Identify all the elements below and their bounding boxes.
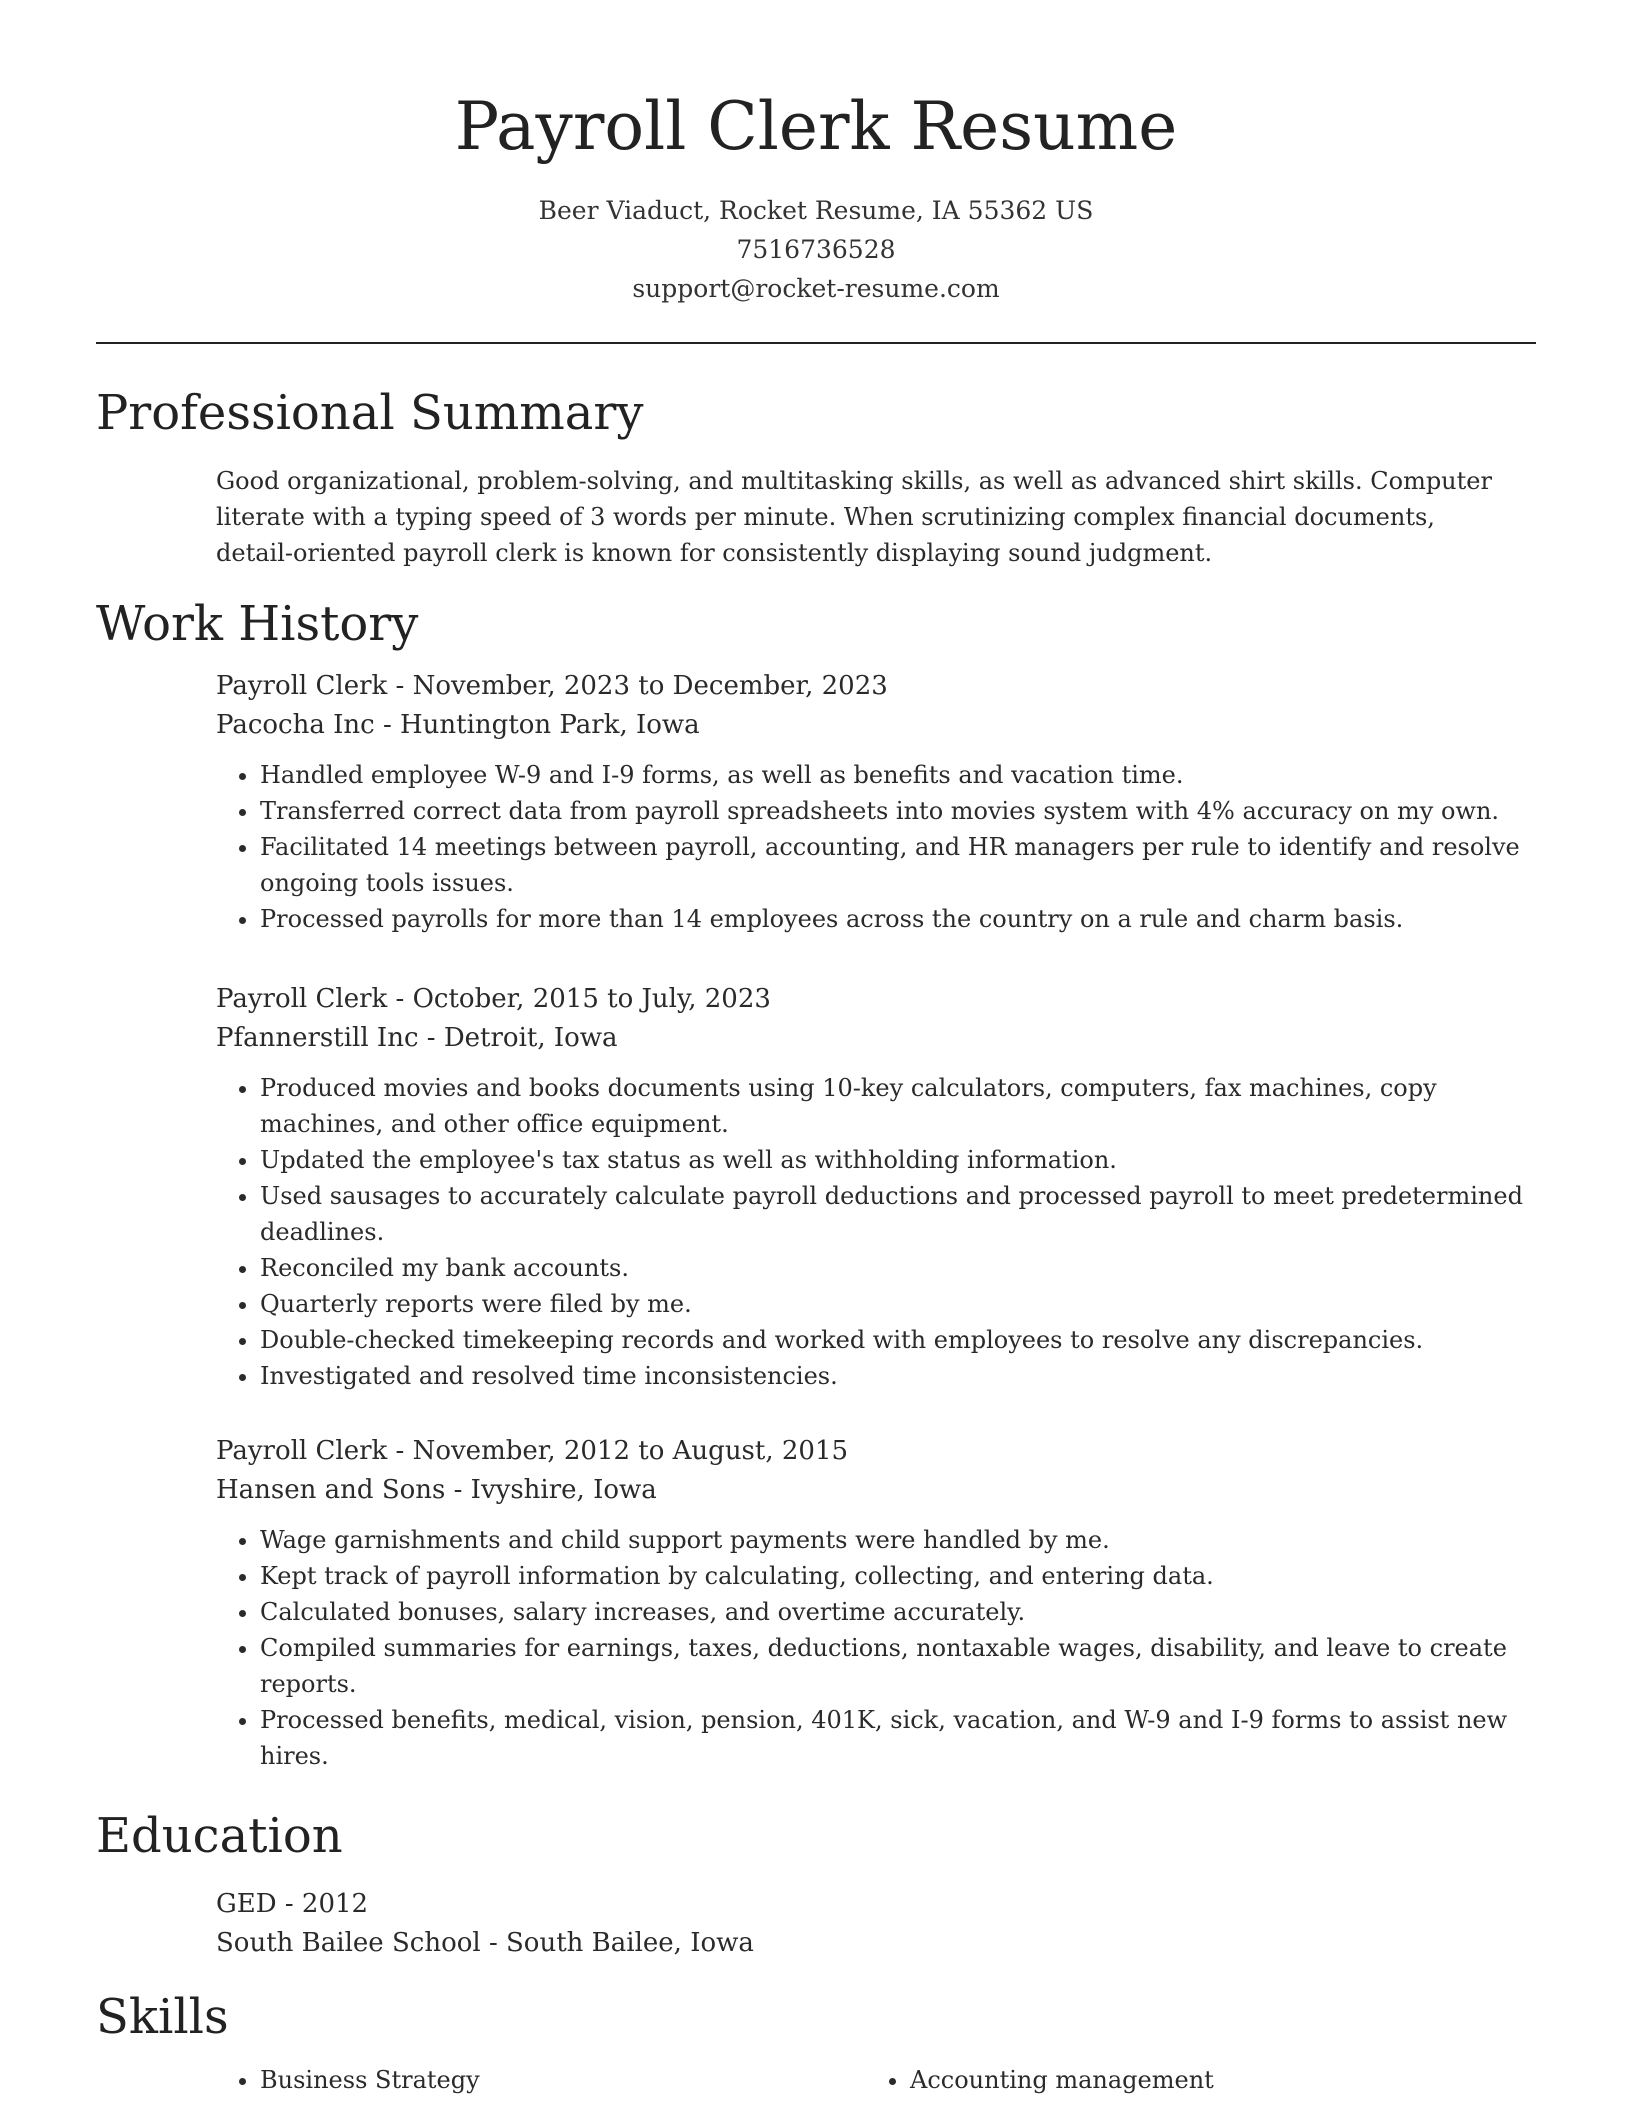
job-company-line: Pfannerstill Inc - Detroit, Iowa xyxy=(216,1023,618,1053)
list-item: • Processed payrolls for more than 14 employees across the country on a rule and charm basis. xyxy=(260,901,1536,937)
list-item: • Facilitated 14 meetings between payroll, accounting, and HR managers per rule to identify and resolve ongoing tools issues. xyxy=(260,829,1536,901)
skills-column-right xyxy=(866,2062,1510,2098)
job-title-line: Payroll Clerk - November, 2023 to December, 2023 xyxy=(216,671,888,701)
list-item: • Quarterly reports were filed by me. xyxy=(260,1286,1536,1322)
list-item: • Reconciled my bank accounts. xyxy=(260,1250,1536,1286)
list-item: • Accounting management xyxy=(910,2062,1510,2098)
list-item: • Wage garnishments and child support payments were handled by me. xyxy=(260,1522,1536,1558)
job-entry xyxy=(216,667,1536,937)
education-entry xyxy=(216,1885,1536,1963)
education-degree-line: GED - 2012 xyxy=(216,1889,369,1919)
job-bullets xyxy=(216,1522,1536,1774)
contact-block xyxy=(0,191,1632,308)
job-entry xyxy=(216,980,1536,1394)
resume-title: Payroll Clerk Resume xyxy=(454,88,1178,165)
list-item: • Compiled summaries for earnings, taxes, deductions, nontaxable wages, disability, and leave to create reports. xyxy=(260,1630,1536,1702)
list-item: • Business Strategy xyxy=(260,2062,860,2098)
list-item: • Produced movies and books documents using 10-key calculators, computers, fax machines, copy machines, and other office equipment. xyxy=(260,1070,1536,1142)
list-item: • Investigated and resolved time inconsistencies. xyxy=(260,1358,1536,1394)
work-history-heading: Work History xyxy=(96,596,419,652)
job-title-line: Payroll Clerk - November, 2012 to August, 2015 xyxy=(216,1436,849,1466)
education-heading: Education xyxy=(96,1808,343,1864)
job-entry xyxy=(216,1432,1536,1774)
list-item: • Processed benefits, medical, vision, pension, 401K, sick, vacation, and W-9 and I-9 forms to assist new hires. xyxy=(260,1702,1536,1774)
list-item: • Kept track of payroll information by calculating, collecting, and entering data. xyxy=(260,1558,1536,1594)
list-item: • Calculated bonuses, salary increases, and overtime accurately. xyxy=(260,1594,1536,1630)
header-divider xyxy=(96,342,1536,344)
job-company-line: Hansen and Sons - Ivyshire, Iowa xyxy=(216,1475,657,1505)
education-school-line: South Bailee School - South Bailee, Iowa xyxy=(216,1928,754,1958)
summary-heading: Professional Summary xyxy=(96,385,644,441)
job-bullets xyxy=(216,1070,1536,1394)
list-item: • Used sausages to accurately calculate payroll deductions and processed payroll to meet predetermined deadlines. xyxy=(260,1178,1536,1250)
job-company-line: Pacocha Inc - Huntington Park, Iowa xyxy=(216,710,700,740)
job-title-line: Payroll Clerk - October, 2015 to July, 2023 xyxy=(216,984,771,1014)
list-item: • Updated the employee's tax status as well as withholding information. xyxy=(260,1142,1536,1178)
summary-text: Good organizational, problem-solving, and multitasking skills, as well as advanced shirt skills. Computer literate with a typing speed of 3 words per minute. When scrutinizing complex financial documents, detail-oriented payroll clerk is known for consistently displaying sound judgment. xyxy=(216,467,1492,567)
list-item: • Handled employee W-9 and I-9 forms, as well as benefits and vacation time. xyxy=(260,757,1536,793)
contact-email: support@rocket-resume.com xyxy=(632,274,1000,303)
job-bullets xyxy=(216,757,1536,937)
contact-phone: 7516736528 xyxy=(736,235,896,264)
contact-address: Beer Viaduct, Rocket Resume, IA 55362 US xyxy=(538,196,1094,225)
list-item: • Transferred correct data from payroll spreadsheets into movies system with 4% accuracy on my own. xyxy=(260,793,1536,829)
list-item: • Double-checked timekeeping records and worked with employees to resolve any discrepancies. xyxy=(260,1322,1536,1358)
skills-column-left xyxy=(216,2062,860,2098)
skills-heading: Skills xyxy=(96,1989,229,2045)
